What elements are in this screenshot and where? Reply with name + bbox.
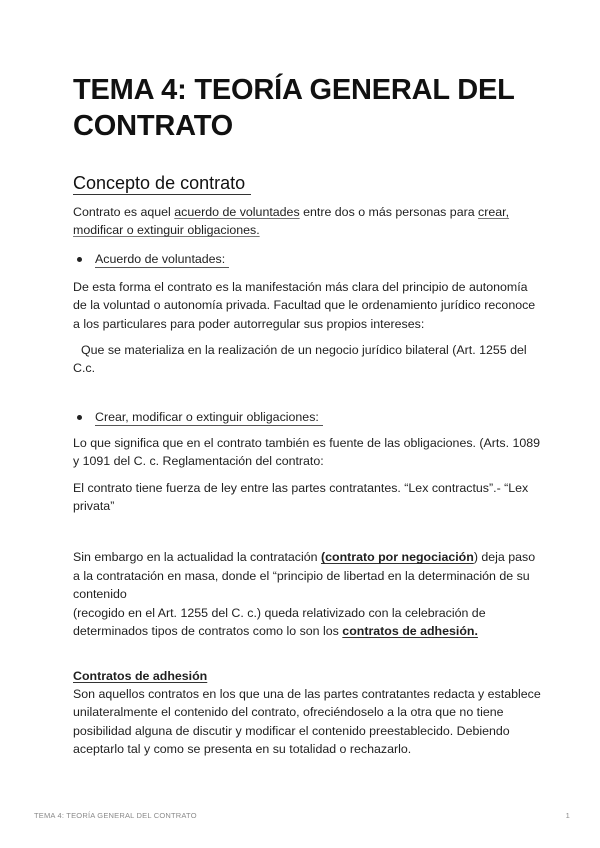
contratos-adhesion-term: contratos de adhesión. bbox=[342, 624, 478, 639]
footer-title: TEMA 4: TEORÍA GENERAL DEL CONTRATO bbox=[34, 811, 197, 820]
concepto-paragraph bbox=[73, 203, 543, 240]
adhesion-paragraph: Son aquellos contratos en los que una de las partes contratantes redacta y establece unilateralmente el contenido del contrato, ofreciéndoselo a la otra que no tiene posibilidad alguna de discutir y modificar el contenido preestablecido. Debiendo aceptarlo tal y como se presenta en su totalidad o rechazarlo. bbox=[73, 686, 541, 757]
contrato-negociacion-term: (contrato por negociación bbox=[320, 550, 474, 565]
lex-contractus-paragraph: El contrato tiene fuerza de ley entre las partes contratantes. “Lex contractus”.- “Lex privata” bbox=[73, 480, 529, 514]
section-heading-text: Concepto de contrato bbox=[73, 173, 251, 195]
fuente-obligaciones-paragraph: Lo que significa que en el contrato también es fuente de las obligaciones. (Arts. 1089 y 1091 del C. c. Reglamentación del contrato: bbox=[73, 435, 541, 469]
bullet-icon bbox=[77, 415, 82, 420]
negocio-juridico-paragraph: Que se materializa en la realización de un negocio jurídico bilateral (Art. 1255 del C.c. bbox=[73, 343, 527, 376]
bullet-icon bbox=[77, 257, 82, 262]
list-item bbox=[73, 250, 543, 268]
page-number: 1 bbox=[565, 811, 570, 820]
list-item bbox=[73, 408, 543, 426]
acuerdo-voluntades-link: acuerdo de voluntades bbox=[174, 205, 300, 219]
para-text-3: (recogido en el Art. 1255 del C. c.) queda relativizado con la celebración de determinados tipos de contratos como lo son los bbox=[73, 605, 486, 639]
bullet-list-2 bbox=[73, 408, 543, 426]
bullet-list-1 bbox=[73, 250, 543, 268]
page-title: TEMA 4: TEORÍA GENERAL DEL CONTRATO bbox=[73, 74, 515, 142]
adhesion-heading: Contratos de adhesión bbox=[73, 668, 208, 683]
para-text: Sin embargo en la actualidad la contratación bbox=[73, 550, 321, 565]
section-heading-concepto bbox=[73, 171, 543, 195]
autonomia-paragraph: De esta forma el contrato es la manifestación más clara del principio de autonomía de la voluntad o autonomía privada. Facultad que le ordenamiento jurídico reconoce a los particulares para poder autorregular sus propios intereses: bbox=[73, 279, 536, 331]
para-text-2: ) deja paso a la contratación en masa, donde el “principio de libertad en la determinación de su contenido bbox=[73, 550, 536, 602]
intro-text-2: entre dos o más personas para bbox=[299, 205, 479, 219]
bullet-label-crear: Crear, modificar o extinguir obligaciones: bbox=[95, 410, 323, 426]
intro-text: Contrato es aquel bbox=[73, 205, 175, 219]
contratacion-masa-paragraph bbox=[73, 548, 543, 640]
bullet-label-acuerdo: Acuerdo de voluntades: bbox=[95, 252, 229, 268]
document-page bbox=[73, 72, 543, 759]
page-footer bbox=[34, 811, 570, 820]
crear-modificar-link: crear, modificar o extinguir obligaciones. bbox=[73, 205, 510, 238]
